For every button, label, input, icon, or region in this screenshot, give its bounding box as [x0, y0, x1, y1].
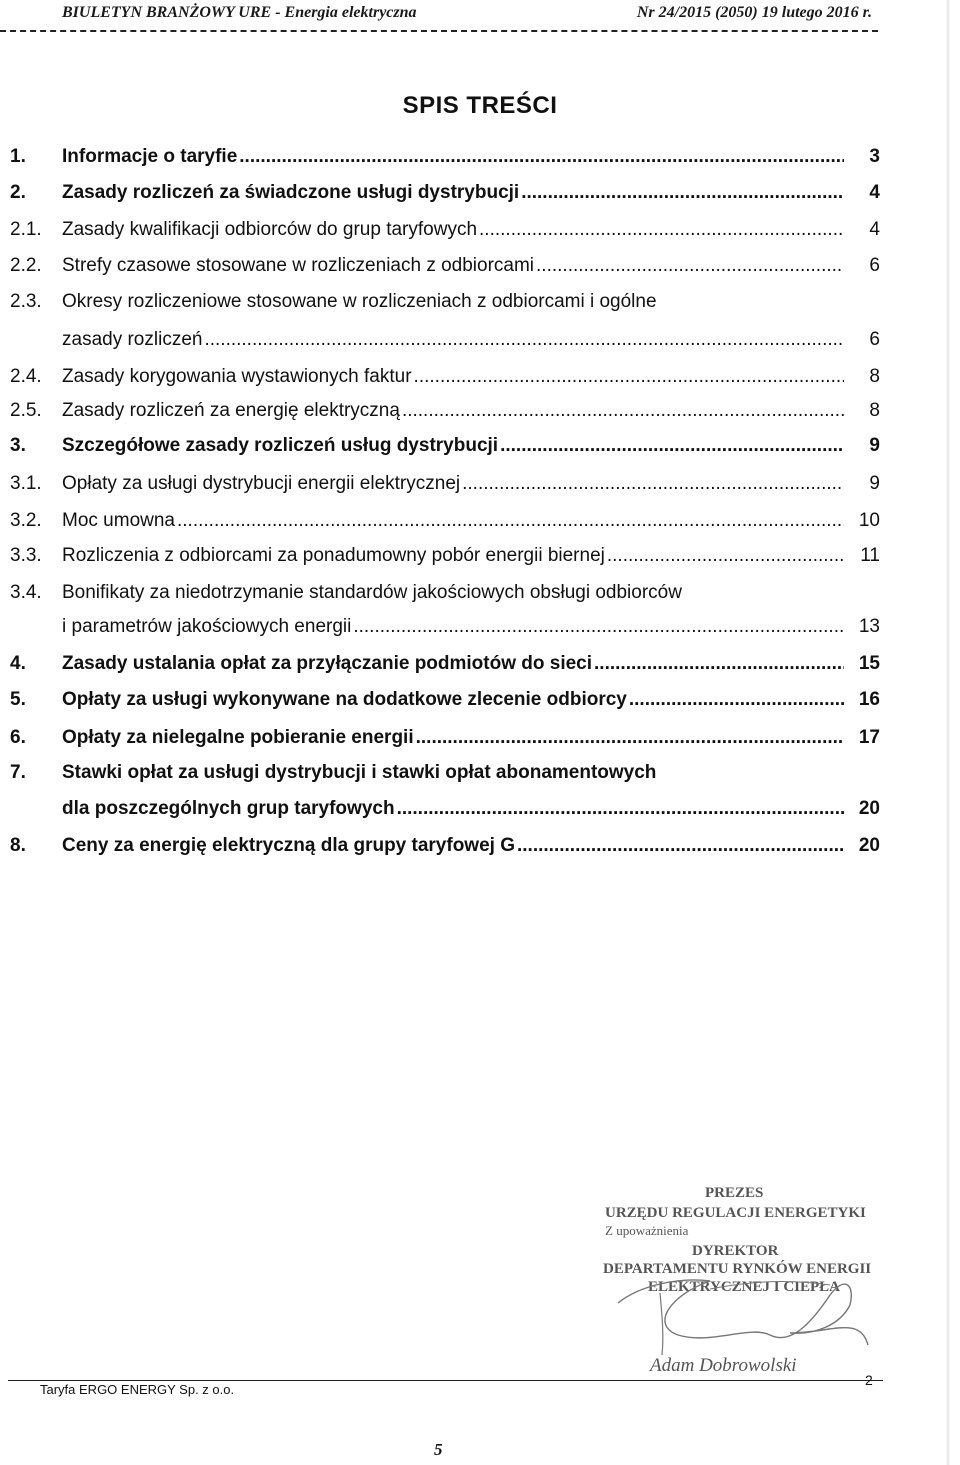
stamp-line: URZĘDU REGULACJI ENERGETYKI — [605, 1205, 866, 1221]
toc-entry-title: Bonifikaty za niedotrzymanie standardów jakościowych obsługi odbiorców — [62, 582, 682, 603]
toc-entry-title: Informacje o taryfie — [62, 146, 238, 167]
header-rule — [0, 30, 878, 32]
bulletin-issue: Nr 24/2015 (2050) 19 lutego 2016 r. — [636, 4, 872, 21]
toc-entry-number: 3.2. — [10, 510, 42, 531]
toc-entry-title: Opłaty za usługi wykonywane na dodatkowe zlecenie odbiorcy — [62, 689, 627, 710]
toc-entry-number: 6. — [10, 727, 26, 748]
leader-dots — [521, 181, 844, 205]
toc-entry-number: 2. — [10, 182, 26, 203]
toc-entry-number: 3.3. — [10, 545, 42, 566]
toc-entry-number: 8. — [10, 835, 26, 856]
leader-dots — [177, 509, 844, 533]
toc-entry-title: Zasady korygowania wystawionych faktur — [62, 366, 412, 387]
toc-entry-number: 2.5. — [10, 400, 42, 421]
toc-entry-title: Ceny za energię elektryczną dla grupy taryfowej G — [62, 835, 515, 856]
toc-entry-page: 6 — [869, 255, 880, 276]
toc-entry-number: 3.4. — [10, 582, 42, 603]
leader-dots — [594, 652, 844, 676]
toc-entry-page: 20 — [858, 798, 880, 819]
footer-rule — [8, 1380, 883, 1381]
leader-dots — [462, 472, 844, 496]
toc-entry-page: 13 — [858, 616, 880, 637]
toc-entry-page: 6 — [869, 329, 880, 350]
signatory-name: Adam Dobrowolski — [650, 1355, 797, 1376]
toc-entry-title-cont: zasady rozliczeń — [62, 329, 203, 350]
toc-entry-title: Zasady rozliczeń za energię elektryczną — [62, 400, 400, 421]
toc-entry-title: Rozliczenia z odbiorcami za ponadumowny pobór energii biernej — [62, 545, 605, 566]
toc-entry-page: 9 — [869, 473, 880, 494]
leader-dots — [204, 328, 844, 352]
toc-entry-number: 7. — [10, 762, 26, 783]
leader-dots — [607, 544, 844, 568]
toc-entry-number: 1. — [10, 146, 26, 167]
bulletin-page-number: 5 — [434, 1440, 443, 1459]
stamp-line: DEPARTAMENTU RYNKÓW ENERGII — [603, 1261, 872, 1277]
toc-entry-page: 16 — [858, 689, 880, 710]
toc-entry-title: Strefy czasowe stosowane w rozliczeniach z odbiorcami — [62, 255, 535, 276]
toc-entry-page: 3 — [869, 146, 880, 167]
toc-entry-number: 2.2. — [10, 255, 42, 276]
leader-dots — [536, 254, 844, 278]
toc-entry-title: Opłaty za usługi dystrybucji energii elektrycznej — [62, 473, 461, 494]
toc-entry-title: Stawki opłat za usługi dystrybucji i stawki opłat abonamentowych — [62, 762, 657, 783]
leader-dots — [353, 615, 844, 639]
leader-dots — [239, 145, 844, 169]
stamp-line: Z upoważnienia — [605, 1223, 689, 1238]
toc-entry-number: 3. — [10, 435, 26, 456]
leader-dots — [517, 834, 844, 858]
footer-page-number: 2 — [865, 1372, 873, 1388]
toc-entry-page: 17 — [858, 727, 880, 748]
toc-entry-page: 4 — [869, 219, 880, 240]
toc-entry-title: Moc umowna — [62, 510, 175, 531]
leader-dots — [629, 688, 844, 712]
scan-edge — [946, 0, 950, 1465]
leader-dots — [397, 797, 844, 821]
toc-entry-number: 3.1. — [10, 473, 42, 494]
toc-entry-number: 4. — [10, 653, 26, 674]
toc-entry-title: Zasady ustalania opłat za przyłączanie podmiotów do sieci — [62, 653, 593, 674]
page-header — [62, 2, 872, 24]
stamp-line: ELEKTRYCZNEJ I CIEPŁA — [648, 1279, 841, 1295]
toc-entry-number: 2.3. — [10, 291, 42, 312]
toc-entry-page: 20 — [858, 835, 880, 856]
toc-entry-page: 10 — [858, 510, 880, 531]
toc-entry-title: Zasady kwalifikacji odbiorców do grup taryfowych — [62, 219, 478, 240]
leader-dots — [402, 399, 844, 423]
toc-entry-page: 11 — [860, 545, 880, 566]
stamp-line: PREZES — [705, 1185, 764, 1201]
toc-entry-number: 2.1. — [10, 219, 42, 240]
toc-entry-page: 8 — [869, 366, 880, 387]
toc-entry-page: 8 — [869, 400, 880, 421]
toc-entry-page: 15 — [858, 653, 880, 674]
leader-dots — [416, 726, 844, 750]
toc-entry-title: Okresy rozliczeniowe stosowane w rozliczeniach z odbiorcami i ogólne — [62, 291, 657, 312]
bulletin-title: BIULETYN BRANŻOWY URE - Energia elektryczna — [62, 4, 417, 21]
leader-dots — [414, 365, 844, 389]
toc-entry-number: 5. — [10, 689, 26, 710]
toc-entry-title: Zasady rozliczeń za świadczone usługi dystrybucji — [62, 182, 520, 203]
footer-company: Taryfa ERGO ENERGY Sp. z o.o. — [40, 1382, 235, 1397]
toc-entry-page: 4 — [869, 182, 880, 203]
toc-entry-title: Opłaty za nielegalne pobieranie energii — [62, 727, 414, 748]
toc-entry-number: 2.4. — [10, 366, 42, 387]
stamp-line: DYREKTOR — [692, 1243, 779, 1259]
toc-title: SPIS TREŚCI — [402, 92, 558, 119]
leader-dots — [479, 218, 844, 242]
toc-entry-title: Szczegółowe zasady rozliczeń usług dystrybucji — [62, 435, 499, 456]
toc-entry-title-cont: i parametrów jakościowych energii — [62, 616, 352, 637]
toc-entry-page: 9 — [869, 435, 880, 456]
toc-entry-title-cont: dla poszczególnych grup taryfowych — [62, 798, 395, 819]
leader-dots — [500, 434, 844, 458]
